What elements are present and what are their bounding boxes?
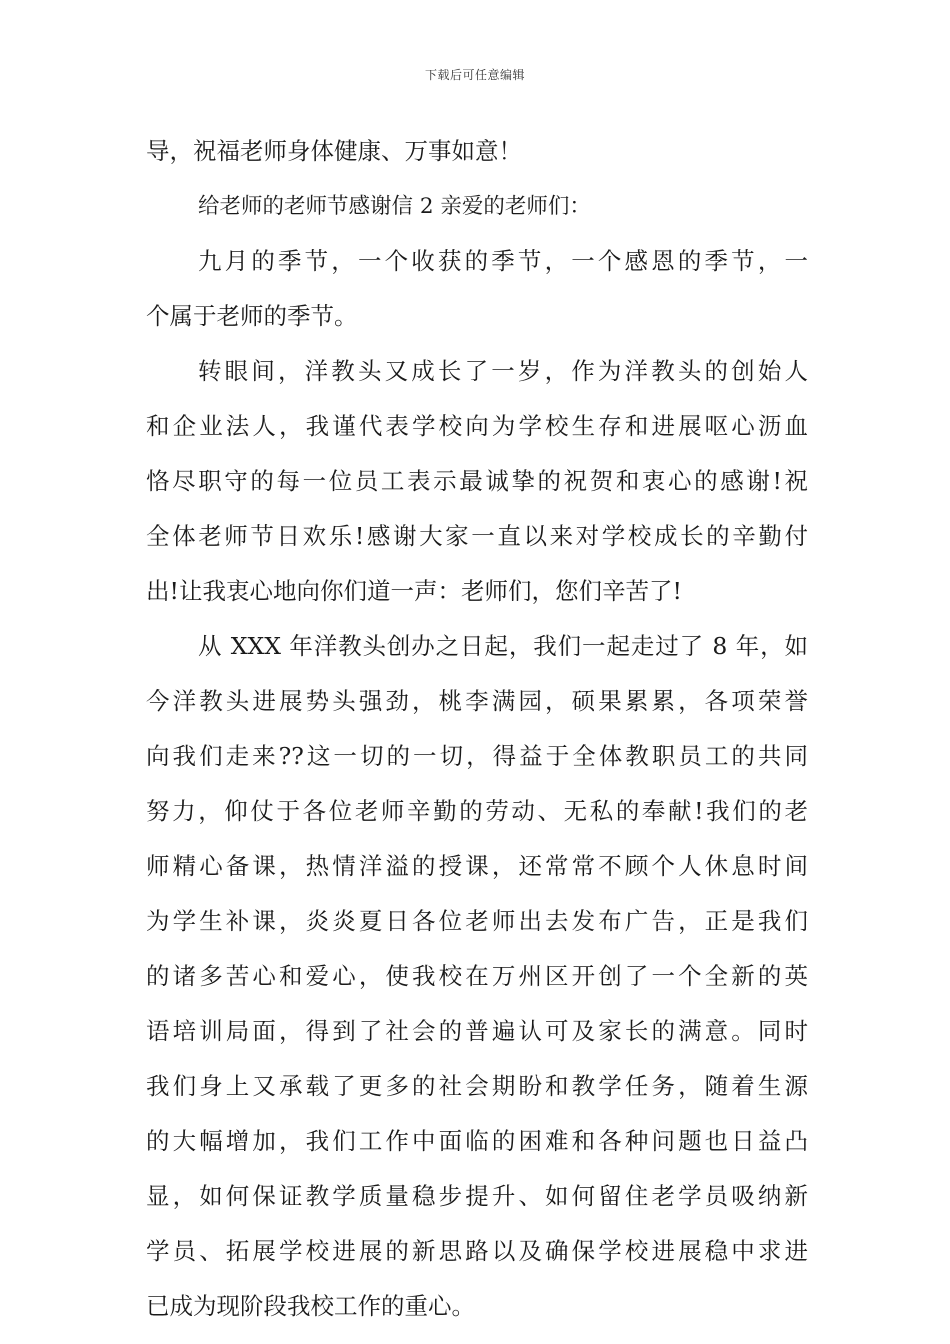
text-line: 学员、拓展学校进展的新思路以及确保学校进展稳中求进 xyxy=(146,1237,808,1265)
text-line: 九月的季节，一个收获的季节，一个感恩的季节，一 xyxy=(198,247,808,275)
letter-heading-line: 给老师的老师节感谢信 2 亲爱的老师们： xyxy=(198,194,591,219)
text-line: 转眼间，洋教头又成长了一岁，作为洋教头的创始人 xyxy=(198,357,808,385)
text-line: 全体老师节日欢乐!感谢大家一直以来对学校成长的辛勤付 xyxy=(146,522,808,550)
text-line: 我们身上又承载了更多的社会期盼和教学任务，随着生源 xyxy=(146,1072,808,1100)
text-line: 和企业法人，我谨代表学校向为学校生存和进展呕心沥血 xyxy=(146,412,808,440)
text-line: 从 XXX 年洋教头创办之日起，我们一起走过了 8 年，如 xyxy=(198,632,808,660)
text-line: 向我们走来??这一切的一切，得益于全体教职员工的共同 xyxy=(146,742,808,770)
text-line: 今洋教头进展势头强劲，桃李满园，硕果累累，各项荣誉 xyxy=(146,687,808,715)
text-line: 为学生补课，炎炎夏日各位老师出去发布广告，正是我们 xyxy=(146,907,808,935)
text-line: 个属于老师的季节。 xyxy=(146,302,358,330)
text-line: 师精心备课，热情洋溢的授课，还常常不顾个人休息时间 xyxy=(146,852,808,880)
text-line: 恪尽职守的每一位员工表示最诚挚的祝贺和衷心的感谢!祝 xyxy=(146,467,808,495)
text-line: 已成为现阶段我校工作的重心。 xyxy=(146,1292,475,1320)
document-body xyxy=(146,124,808,1334)
text-line: 显，如何保证教学质量稳步提升、如何留住老学员吸纳新 xyxy=(146,1182,808,1210)
text-line: 的诸多苦心和爱心，使我校在万州区开创了一个全新的英 xyxy=(146,962,808,990)
page-header: 下载后可任意编辑 xyxy=(424,68,525,82)
text-line: 出!让我衷心地向你们道一声：老师们，您们辛苦了! xyxy=(146,577,682,605)
text-line: 导，祝福老师身体健康、万事如意！ xyxy=(146,137,522,165)
text-line: 语培训局面，得到了社会的普遍认可及家长的满意。同时 xyxy=(146,1017,808,1045)
text-line: 努力，仰仗于各位老师辛勤的劳动、无私的奉献!我们的老 xyxy=(146,797,808,825)
text-line: 的大幅增加，我们工作中面临的困难和各种问题也日益凸 xyxy=(146,1127,808,1155)
